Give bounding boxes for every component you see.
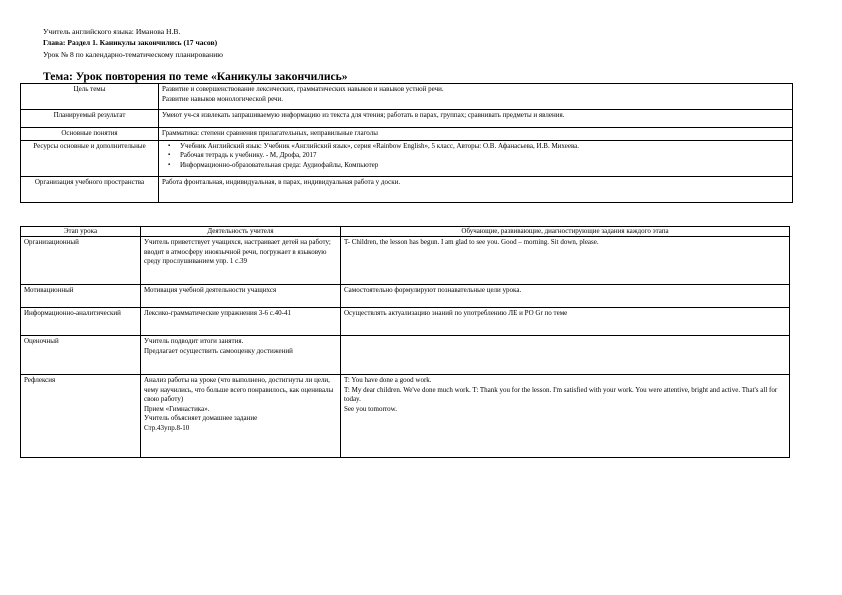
stage-task-line: T: My dear children. We've done much work. T: Thank you for the lesson. I'm satisfied with your work. You were attentive, bright and active. That's all for today. [344, 385, 778, 404]
stage-tasks [341, 308, 790, 336]
stage-name: Оценочный [21, 336, 141, 375]
info-content [159, 176, 793, 202]
header-tasks: Обучающие, развивающие, диагностирующие задания каждого этапа [341, 227, 790, 237]
stage-task-line: See you tomorrow. [344, 404, 398, 413]
info-row [21, 176, 793, 202]
stage-task-line: Осуществлять актуализацию знаний по употреблению ЛЕ и РО Gr по теме [344, 309, 568, 317]
teacher-activity [141, 237, 341, 285]
info-label: Организация учебного пространства [21, 176, 159, 202]
info-label: Планируемый результат [21, 110, 159, 128]
stage-name: Рефлексия [21, 375, 141, 458]
resource-bullet: ▪ Учебник Английский язык: Учебник «Английский язык», серия «Rainbow English», 5 класс, Авторы: О.В. Афанасьева, И.В. Михеева. [162, 142, 789, 152]
info-content [159, 110, 793, 128]
info-line: Развитие навыков монологической речи. [162, 94, 284, 103]
stage-row [21, 336, 790, 375]
document-header [43, 26, 223, 60]
teacher-line: Учитель английского языка: Иманова Н.В. [43, 27, 181, 36]
info-content [159, 84, 793, 110]
info-row [21, 84, 793, 110]
stage-row [21, 237, 790, 285]
stages-header-row [21, 227, 790, 237]
info-line: Работа фронтальная, индивидуальная, в парах, индивидуальная работа у доски. [162, 177, 401, 186]
teacher-activity-line: Лексико-грамматические упражнения 3-6 с.40-41 [144, 309, 291, 317]
stage-task-line: T: You have done a good work. [344, 376, 432, 384]
stage-tasks [341, 375, 790, 458]
teacher-activity-line: Мотивация учебной деятельности учащихся [144, 286, 277, 294]
resource-bullet: ▪ Информационно-образовательная среда: Аудиофайлы, Компьютер [162, 161, 789, 171]
info-label: Ресурсы основные и дополнительные [21, 140, 159, 176]
stage-row [21, 308, 790, 336]
stage-name: Информационно-аналитический [21, 308, 141, 336]
info-content [159, 128, 793, 141]
header-teacher-activity: Деятельность учителя [141, 227, 341, 237]
info-line: Умеют уч-ся извлекать запрашиваемую информацию из текста для чтения; работать в парах, группах; сравнивать предметы и явления. [162, 111, 565, 119]
info-content [159, 140, 793, 176]
info-row [21, 140, 793, 176]
teacher-activity [141, 285, 341, 308]
info-label: Основные понятия [21, 128, 159, 141]
teacher-activity-line: Анализ работы на уроке (что выполнено, достигнуты ли цели, чему научились, что больше всего понравилось, как оценивалы свою работу) [144, 376, 334, 404]
resource-bullet: ▪ Рабочая тетрадь к учебнику. - М, Дрофа, 2017 [162, 151, 789, 161]
stage-row [21, 285, 790, 308]
stage-tasks [341, 336, 790, 375]
stage-tasks [341, 285, 790, 308]
stage-name: Мотивационный [21, 285, 141, 308]
teacher-activity-line: Предлагает осуществить самооценку достижений [144, 346, 293, 355]
info-line: Грамматика: степени сравнения прилагательных, неправильные глаголы [162, 129, 378, 137]
teacher-activity [141, 308, 341, 336]
teacher-activity-line: Учитель подводит итоги занятия. [144, 337, 244, 345]
teacher-activity-line: Стр.43упр.8-10 [144, 423, 190, 432]
stage-task-line: Самостоятельно формулируют познавательные цели урока. [344, 286, 522, 294]
info-row [21, 110, 793, 128]
teacher-activity [141, 336, 341, 375]
teacher-activity-line: Учитель приветствует учащихся, настраивает детей на работу; вводит в атмосферу иноязычной речи, погружает в языковую среду прослушиванием упр. 1 с.39 [144, 238, 331, 266]
info-label: Цель темы [21, 84, 159, 110]
stage-task-line: T- Children, the lesson has begun. I am glad to see you. Good – morning. Sit down, please. [344, 238, 599, 246]
info-row [21, 128, 793, 141]
lesson-line: Урок № 8 по календарно-тематическому планированию [43, 49, 223, 59]
chapter-line: Глава: Раздел 1. Каникулы закончились (17 часов) [43, 38, 218, 48]
teacher-activity [141, 375, 341, 458]
header-stage: Этап урока [21, 227, 141, 237]
lesson-topic-title: Тема: Урок повторения по теме «Каникулы закончились» [43, 70, 348, 83]
lesson-stages-table [20, 226, 790, 458]
teacher-activity-line: Прием «Гимнастика». [144, 404, 210, 413]
stage-name: Организационный [21, 237, 141, 285]
stage-row [21, 375, 790, 458]
teacher-activity-line: Учитель объясняет домашнее задание [144, 414, 258, 423]
info-line: Развитие и совершенствование лексических, грамматических навыков и навыков устной речи. [162, 85, 444, 93]
lesson-info-table [20, 83, 793, 203]
stage-tasks [341, 237, 790, 285]
